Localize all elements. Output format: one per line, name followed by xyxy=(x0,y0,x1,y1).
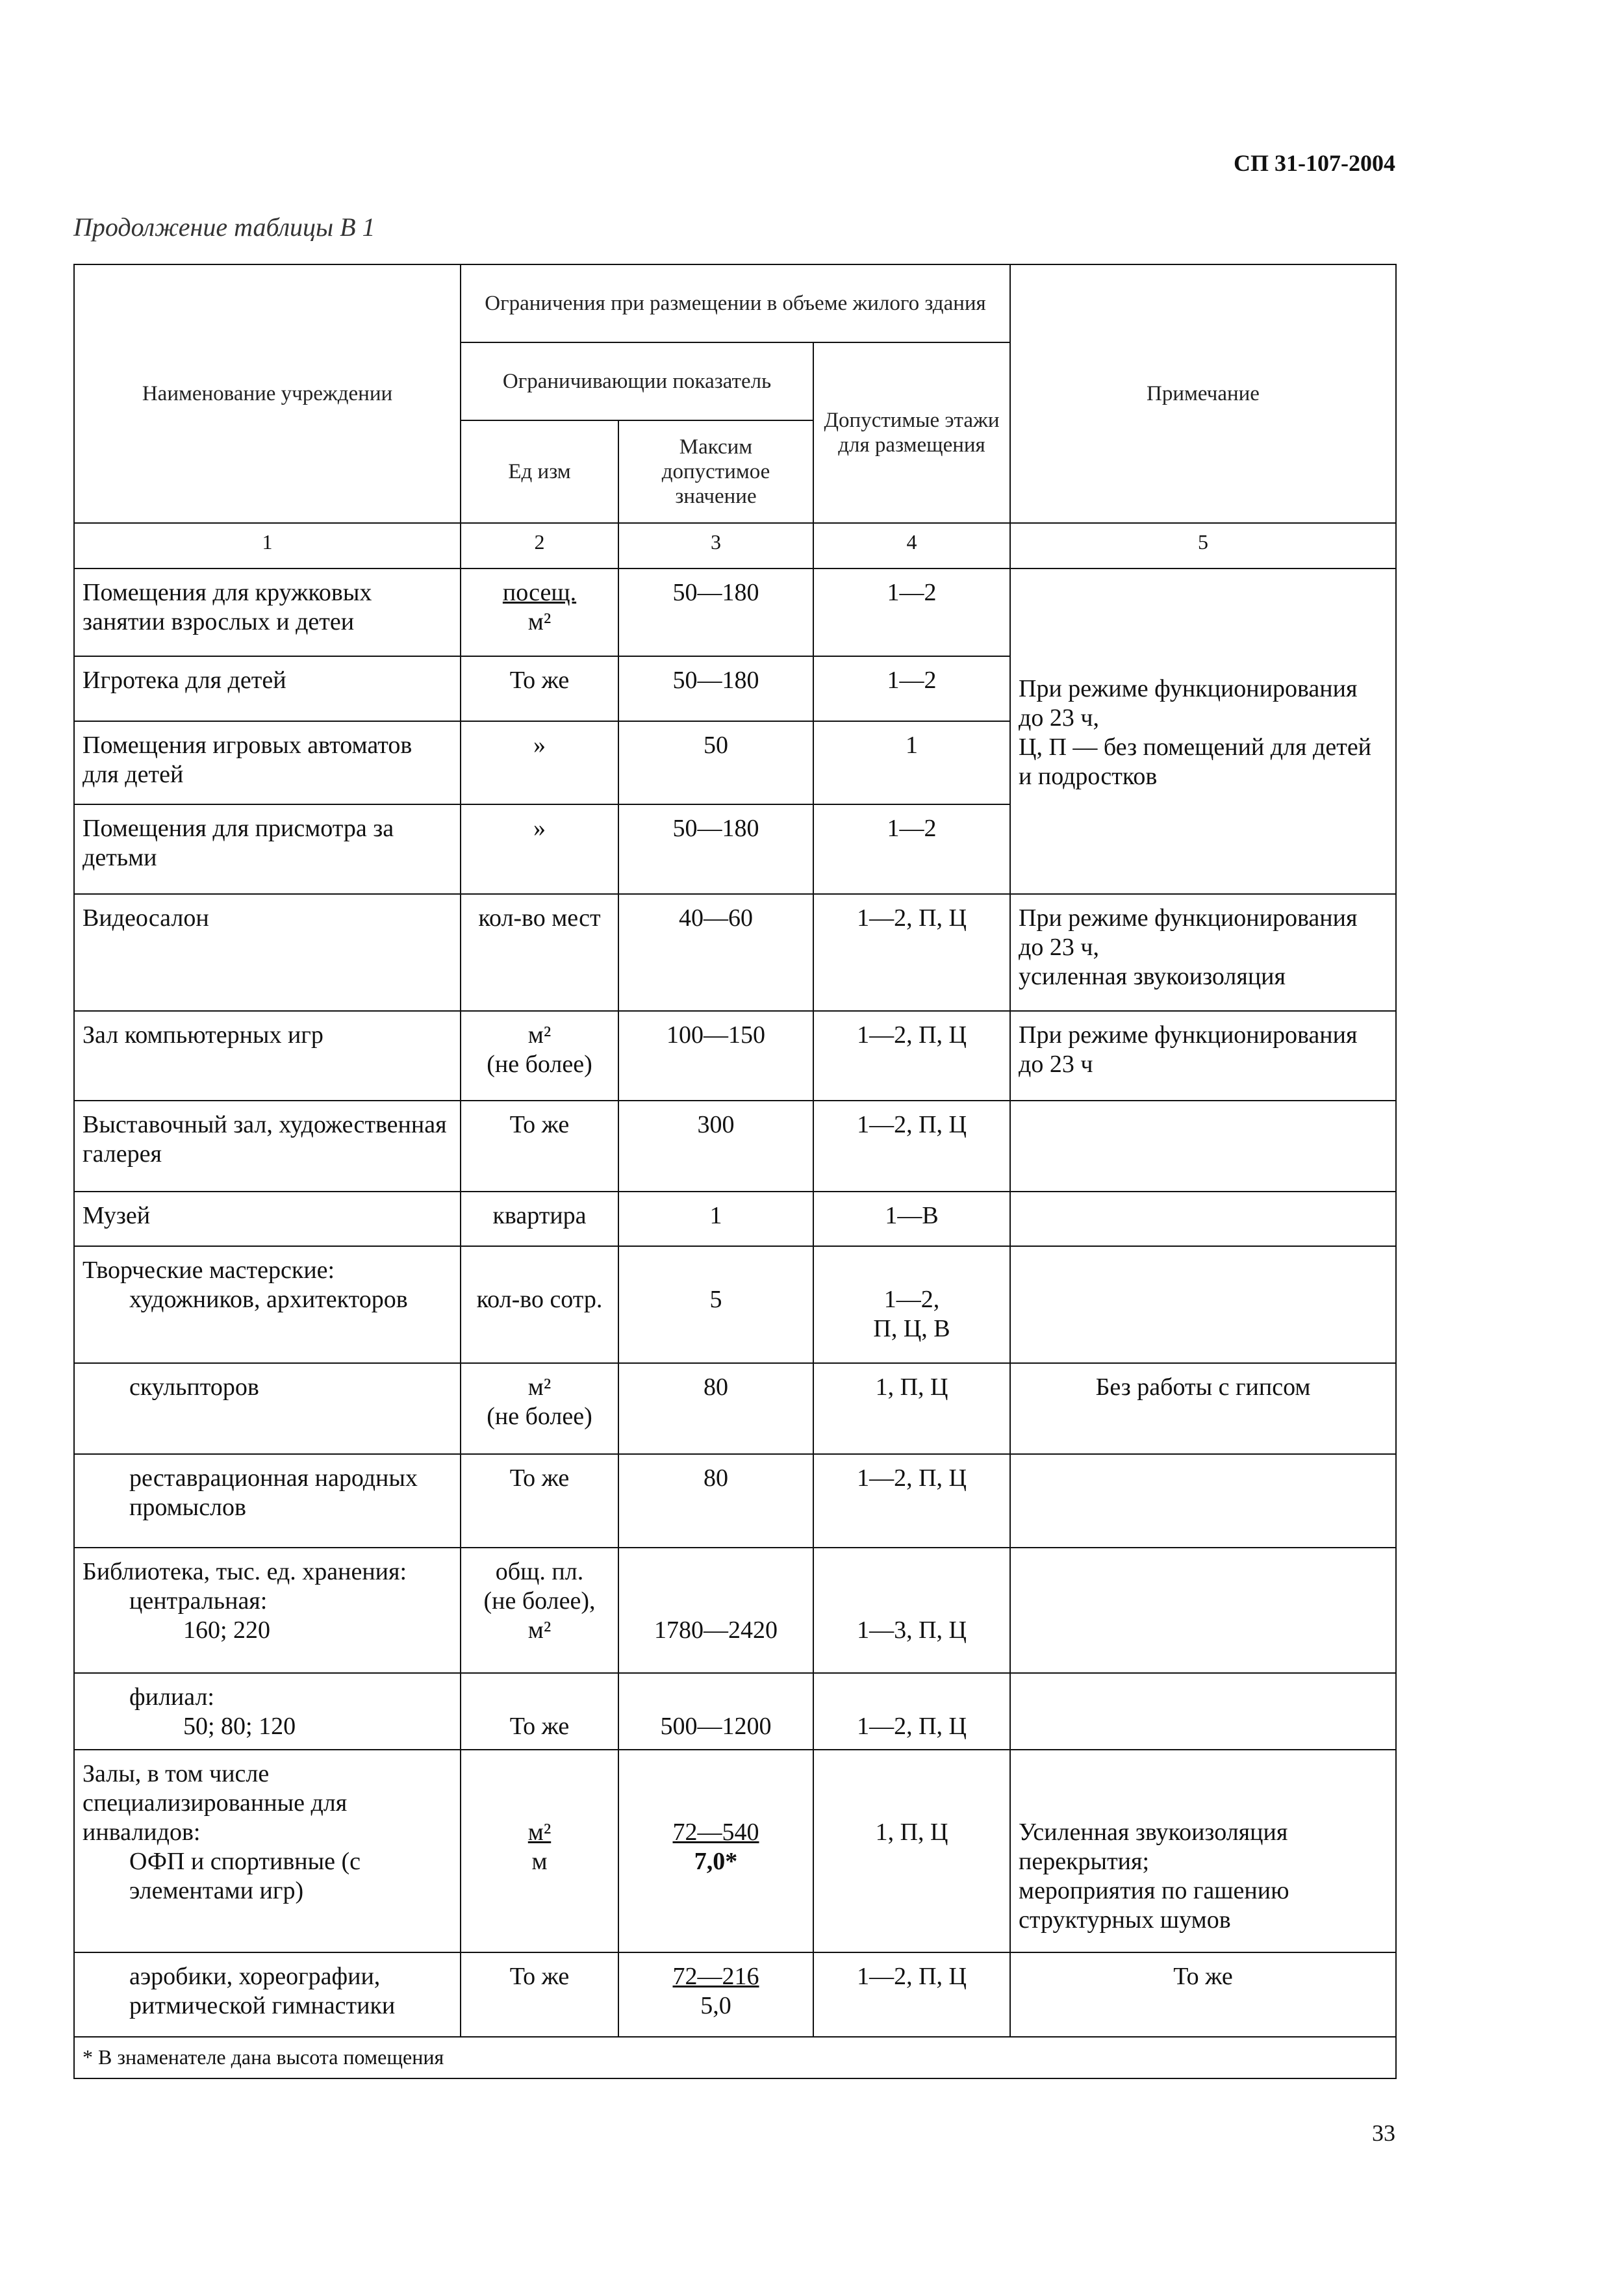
table-row xyxy=(74,1192,1396,1246)
note-cell xyxy=(1010,1101,1396,1192)
max-value: 1780—2420 xyxy=(618,1548,813,1673)
column-number: 3 xyxy=(618,523,813,569)
unit-cell: кол-во сотр. xyxy=(461,1246,618,1363)
group-title: Творческие мастерские: xyxy=(82,1257,335,1284)
note-cell xyxy=(1010,569,1396,894)
unit-bottom: (не более) xyxy=(487,1051,592,1078)
institution-name: Музей xyxy=(74,1192,461,1246)
institution-name xyxy=(74,1548,461,1673)
header-limiting: Ограничивающии показатель xyxy=(461,342,813,420)
unit-line: (не более), xyxy=(483,1587,596,1615)
unit-cell: То же xyxy=(461,656,618,721)
note-cell: То же xyxy=(1010,1952,1396,2037)
note-line: мероприятия по гашению структурных шумов xyxy=(1019,1877,1289,1934)
institution-name: Игротека для детей xyxy=(74,656,461,721)
floors: 1—2 xyxy=(813,569,1010,656)
unit-cell: квартира xyxy=(461,1192,618,1246)
note-line: При режиме функционирования до 23 ч, xyxy=(1019,904,1358,961)
document-code: СП 31-107-2004 xyxy=(1234,150,1395,176)
institution-name xyxy=(74,1454,461,1548)
floors-line: П, Ц, В xyxy=(873,1315,950,1342)
unit-bottom: м xyxy=(531,1848,548,1875)
header-note: Примечание xyxy=(1010,264,1396,523)
institution-name: Помещения игровых автоматов для детей xyxy=(74,721,461,804)
unit-cell: » xyxy=(461,804,618,894)
sub-item: филиал: xyxy=(129,1683,214,1711)
note-line: усиленная звукоизоляция xyxy=(1019,963,1286,990)
note-line: Ц, П — без помещений для детей и подростков xyxy=(1019,733,1372,790)
sub-item: аэробики, хореографии, ритмической гимнастики xyxy=(129,1963,396,2019)
unit-cell: То же xyxy=(461,1101,618,1192)
table-row xyxy=(74,1246,1396,1363)
table-row xyxy=(74,1750,1396,1952)
column-number: 1 xyxy=(74,523,461,569)
table-row xyxy=(74,1952,1396,2037)
sub-item: скульпторов xyxy=(129,1373,259,1401)
table-row xyxy=(74,1454,1396,1548)
sub-item: ОФП и спортивные (с элементами игр) xyxy=(129,1848,361,1904)
sub-item: центральная: xyxy=(129,1587,268,1615)
value-bottom: 5,0 xyxy=(700,1992,731,2019)
unit-line: м² xyxy=(527,1616,552,1644)
unit-line: общ. пл. xyxy=(495,1558,584,1585)
column-number: 5 xyxy=(1010,523,1396,569)
sub-item-values: 160; 220 xyxy=(183,1616,271,1644)
note-cell xyxy=(1010,1246,1396,1363)
header-floors: Допустимые этажи для размещения xyxy=(813,342,1010,523)
institution-name: Помещения для кружковых занятии взрослых и детеи xyxy=(74,569,461,656)
max-value: 500—1200 xyxy=(618,1673,813,1750)
institution-name xyxy=(74,1363,461,1454)
floors: 1—В xyxy=(813,1192,1010,1246)
table-footnote-row xyxy=(74,2037,1396,2078)
group-title: Залы, в том числе специализированные для инвалидов: xyxy=(82,1760,348,1846)
note-cell xyxy=(1010,894,1396,1011)
institution-name: Видеосалон xyxy=(74,894,461,1011)
max-value: 40—60 xyxy=(618,894,813,1011)
max-value: 50 xyxy=(618,721,813,804)
value-top: 72—540 xyxy=(672,1819,759,1846)
unit-cell xyxy=(461,1011,618,1101)
table-row xyxy=(74,1363,1396,1454)
header-max-value: Максим допустимое значение xyxy=(618,420,813,523)
note-cell: Без работы с гипсом xyxy=(1010,1363,1396,1454)
table-row xyxy=(74,894,1396,1011)
table-continuation-caption: Продолжение таблицы В 1 xyxy=(73,212,375,242)
max-value: 50—180 xyxy=(618,656,813,721)
floors: 1—2 xyxy=(813,656,1010,721)
floors: 1, П, Ц xyxy=(813,1750,1010,1952)
max-value xyxy=(618,1952,813,2037)
unit-top: м² xyxy=(527,1819,552,1846)
header-name: Наименование учреждении xyxy=(74,264,461,523)
floors xyxy=(813,1246,1010,1363)
sub-item-values: 50; 80; 120 xyxy=(183,1713,296,1740)
institution-name xyxy=(74,1246,461,1363)
max-value: 80 xyxy=(618,1363,813,1454)
unit-cell: То же xyxy=(461,1952,618,2037)
floors: 1—2, П, Ц xyxy=(813,1454,1010,1548)
unit-top: м² xyxy=(527,1373,552,1401)
max-value xyxy=(618,1750,813,1952)
sub-item: реставрационная народных промыслов xyxy=(129,1464,418,1521)
unit-top: м² xyxy=(527,1021,552,1049)
institution-name: Выставочный зал, художественная галерея xyxy=(74,1101,461,1192)
requirements-table xyxy=(73,264,1397,2079)
unit-cell xyxy=(461,1750,618,1952)
unit-cell xyxy=(461,569,618,656)
page-number: 33 xyxy=(1372,2120,1395,2146)
max-value: 5 xyxy=(618,1246,813,1363)
unit-cell: То же xyxy=(461,1454,618,1548)
floors: 1—2, П, Ц xyxy=(813,894,1010,1011)
table-footnote: * В знаменателе дана высота помещения xyxy=(74,2037,1396,2078)
institution-name xyxy=(74,1952,461,2037)
floors: 1—2, П, Ц xyxy=(813,1673,1010,1750)
table-row xyxy=(74,569,1396,656)
value-bottom: 7,0* xyxy=(694,1848,738,1875)
header-restrictions: Ограничения при размещении в объеме жилого здания xyxy=(461,264,1010,342)
note-cell xyxy=(1010,1750,1396,1952)
floors: 1—2, П, Ц xyxy=(813,1101,1010,1192)
note-line: Усиленная звукоизоляция перекрытия; xyxy=(1019,1819,1288,1875)
unit-top: посещ. xyxy=(502,579,577,606)
floors: 1 xyxy=(813,721,1010,804)
unit-cell xyxy=(461,1548,618,1673)
sub-item: художников, архитекторов xyxy=(129,1286,408,1313)
group-title: Библиотека, тыс. ед. хранения: xyxy=(82,1558,407,1585)
institution-name xyxy=(74,1750,461,1952)
note-cell xyxy=(1010,1192,1396,1246)
max-value: 100—150 xyxy=(618,1011,813,1101)
floors: 1—2, П, Ц xyxy=(813,1952,1010,2037)
unit-bottom: (не более) xyxy=(487,1403,592,1430)
max-value: 1 xyxy=(618,1192,813,1246)
table-row xyxy=(74,1101,1396,1192)
unit-bottom: м² xyxy=(527,608,552,635)
table-row xyxy=(74,1548,1396,1673)
header-unit: Ед изм xyxy=(461,420,618,523)
floors: 1—3, П, Ц xyxy=(813,1548,1010,1673)
note-cell xyxy=(1010,1673,1396,1750)
max-value: 50—180 xyxy=(618,804,813,894)
floors: 1, П, Ц xyxy=(813,1363,1010,1454)
institution-name: Помещения для присмотра за детьми xyxy=(74,804,461,894)
floors: 1—2 xyxy=(813,804,1010,894)
unit-cell: » xyxy=(461,721,618,804)
note-cell xyxy=(1010,1548,1396,1673)
max-value: 80 xyxy=(618,1454,813,1548)
table-row xyxy=(74,1011,1396,1101)
floors-line: 1—2, xyxy=(883,1286,940,1313)
requirements-table-wrapper xyxy=(73,264,1395,2079)
table-row xyxy=(74,1673,1396,1750)
note-cell: При режиме функционирования до 23 ч xyxy=(1010,1011,1396,1101)
max-value: 50—180 xyxy=(618,569,813,656)
max-value: 300 xyxy=(618,1101,813,1192)
institution-name xyxy=(74,1673,461,1750)
unit-cell: То же xyxy=(461,1673,618,1750)
column-number: 2 xyxy=(461,523,618,569)
note-cell xyxy=(1010,1454,1396,1548)
institution-name: Зал компьютерных игр xyxy=(74,1011,461,1101)
unit-cell: кол-во мест xyxy=(461,894,618,1011)
column-number: 4 xyxy=(813,523,1010,569)
unit-cell xyxy=(461,1363,618,1454)
note-line: При режиме функционирования до 23 ч, xyxy=(1019,674,1358,732)
floors: 1—2, П, Ц xyxy=(813,1011,1010,1101)
value-top: 72—216 xyxy=(672,1963,759,1990)
